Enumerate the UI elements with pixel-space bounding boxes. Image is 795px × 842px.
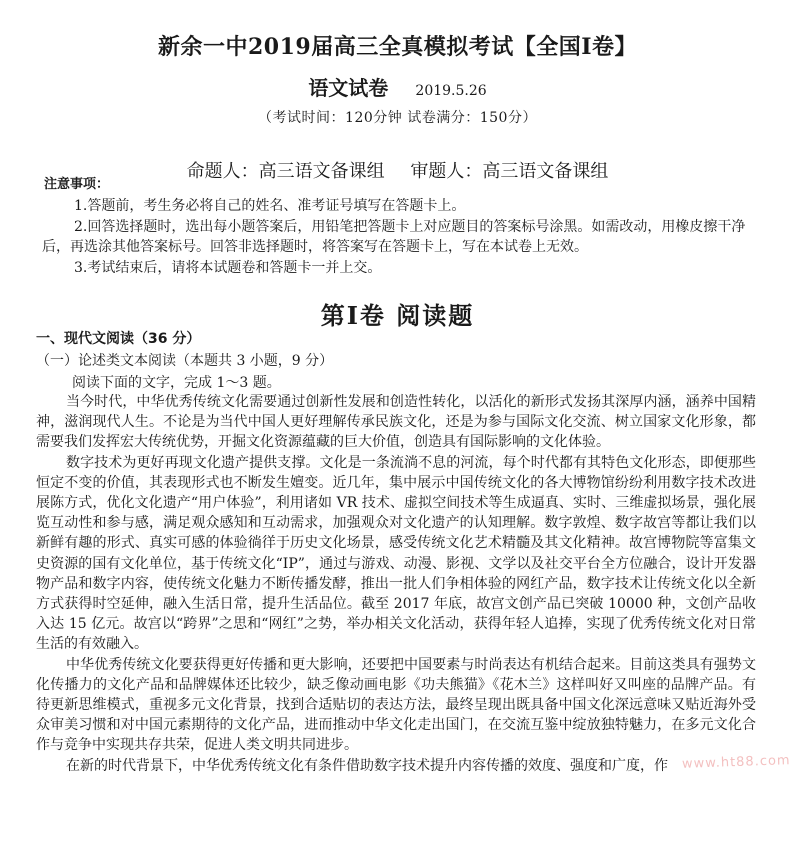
reading-instruction: 阅读下面的文字，完成 1～3 题。 (72, 375, 281, 391)
note-item: 3.考试结束后，请将本试题卷和答题卡一并上交。 (74, 259, 382, 276)
passage-paragraph: 数字技术为更好再现文化遗产提供支撑。文化是一条流淌不息的河流，每个时代都有其特色文化形态，即便那些恒定不变的价值，其表现形式也不断发生嬗变。近几年，集中展示中国传统文化的各大博物馆纷纷利用数字技术改进展陈方式，优化文化遗产“用户体验”，利用诸如 VR 技术、虚拟空间技术等生成逼真、实时、三维虚拟场景，强化展览互动性和参与感，满足观众感知和互动需求，加强观众对文化遗产的认知理解。数字敦煌、数字故宫等都让我们以新鲜有趣的形式、真实可感的体验徜徉于历史文化场景，感受传统文化艺术精髓及其文化精神。故宫博物院等富集文史资源的国有文化单位，基于传统文化“IP”，通过与游戏、动漫、影视、文学以及社交平台全方位融合，设计开发器物产品和数字内容，使传统文化魅力不断传播发酵，推出一批人们争相体验的网红产品，数字技术让传统文化以全新方式获得时空延伸，融入生活日常，提升生活品位。截至 2017 年底，故宫文创产品已突破 10000 种，文创产品收入达 15 亿元。故宫以“跨界”之思和“网红”之势，举办相关文化活动，获得年轻人追捧，实现了优秀传统文化对日常生活的有效融入。 (36, 454, 756, 653)
setter: 命题人：高三语文备课组 (186, 161, 385, 182)
subsection-heading: （一）论述类文本阅读（本题共 3 小题，9 分） (36, 353, 334, 369)
section-heading: 一、现代文阅读（36 分） (36, 331, 201, 347)
setters-line (0, 157, 795, 183)
subtitle-line (0, 72, 795, 101)
part-title: 第Ⅰ卷 阅读题 (320, 301, 475, 330)
passage-paragraph: 在新的时代背景下，中华优秀传统文化有条件借助数字技术提升内容传播的效度、强度和广度，作 (66, 757, 668, 774)
exam-date: 2019.5.26 (415, 83, 487, 99)
exam-title: 新余一中2019届高三全真模拟考试【全国Ⅰ卷】 (157, 34, 638, 60)
passage-paragraph: 中华优秀传统文化要获得更好传播和更大影响，还要把中国要素与时尚表达有机结合起来。目前这类具有强势文化传播力的文化产品和品牌媒体还比较少，缺乏像动画电影《功夫熊猫》《花木兰》这样叫好又叫座的品牌产品。有待更新思维模式，重视多元文化背景，找到合适贴切的表达方法，最终呈现出既具备中国文化深远意味又贴近海外受众审美习惯和对中国元素期待的文化产品，进而推动中华文化走出国门，在交流互鉴中绽放独特魅力，在多元文化合作与竞争中实现共存共荣，促进人类文明共同进步。 (36, 656, 756, 754)
exam-subtitle: 语文试卷 (308, 76, 389, 100)
passage-paragraph: 当今时代，中华优秀传统文化需要通过创新性发展和创造性转化，以活化的新形式发扬其深厚内涵，涵养中国精神，滋润现代人生。不论是为当代中国人更好理解传承民族文化，还是为参与国际文化交流、树立国家文化形象，都需要我们发挥宏大传统优势，开掘文化资源蕴藏的巨大价值，创造具有国际影响的文化体验。 (36, 394, 756, 451)
reviewer: 审题人：高三语文备课组 (410, 161, 609, 182)
notes-heading: 注意事项： (44, 177, 110, 192)
site-watermark: www.ht88.com (682, 753, 792, 772)
note-item: 1.答题前，考生务必将自己的姓名、准考证号填写在答题卡上。 (74, 198, 466, 214)
notes-list (42, 196, 752, 278)
reading-passage (36, 392, 756, 776)
exam-info: （考试时间：120分钟 试卷满分：150分） (258, 110, 537, 126)
note-item: 2.回答选择题时，选出每小题答案后，用铅笔把答题卡上对应题目的答案标号涂黑。如需改动，用橡皮擦干净后，再选涂其他答案标号。回答非选择题时，将答案写在答题卡上，写在本试卷上无效。 (42, 218, 746, 255)
